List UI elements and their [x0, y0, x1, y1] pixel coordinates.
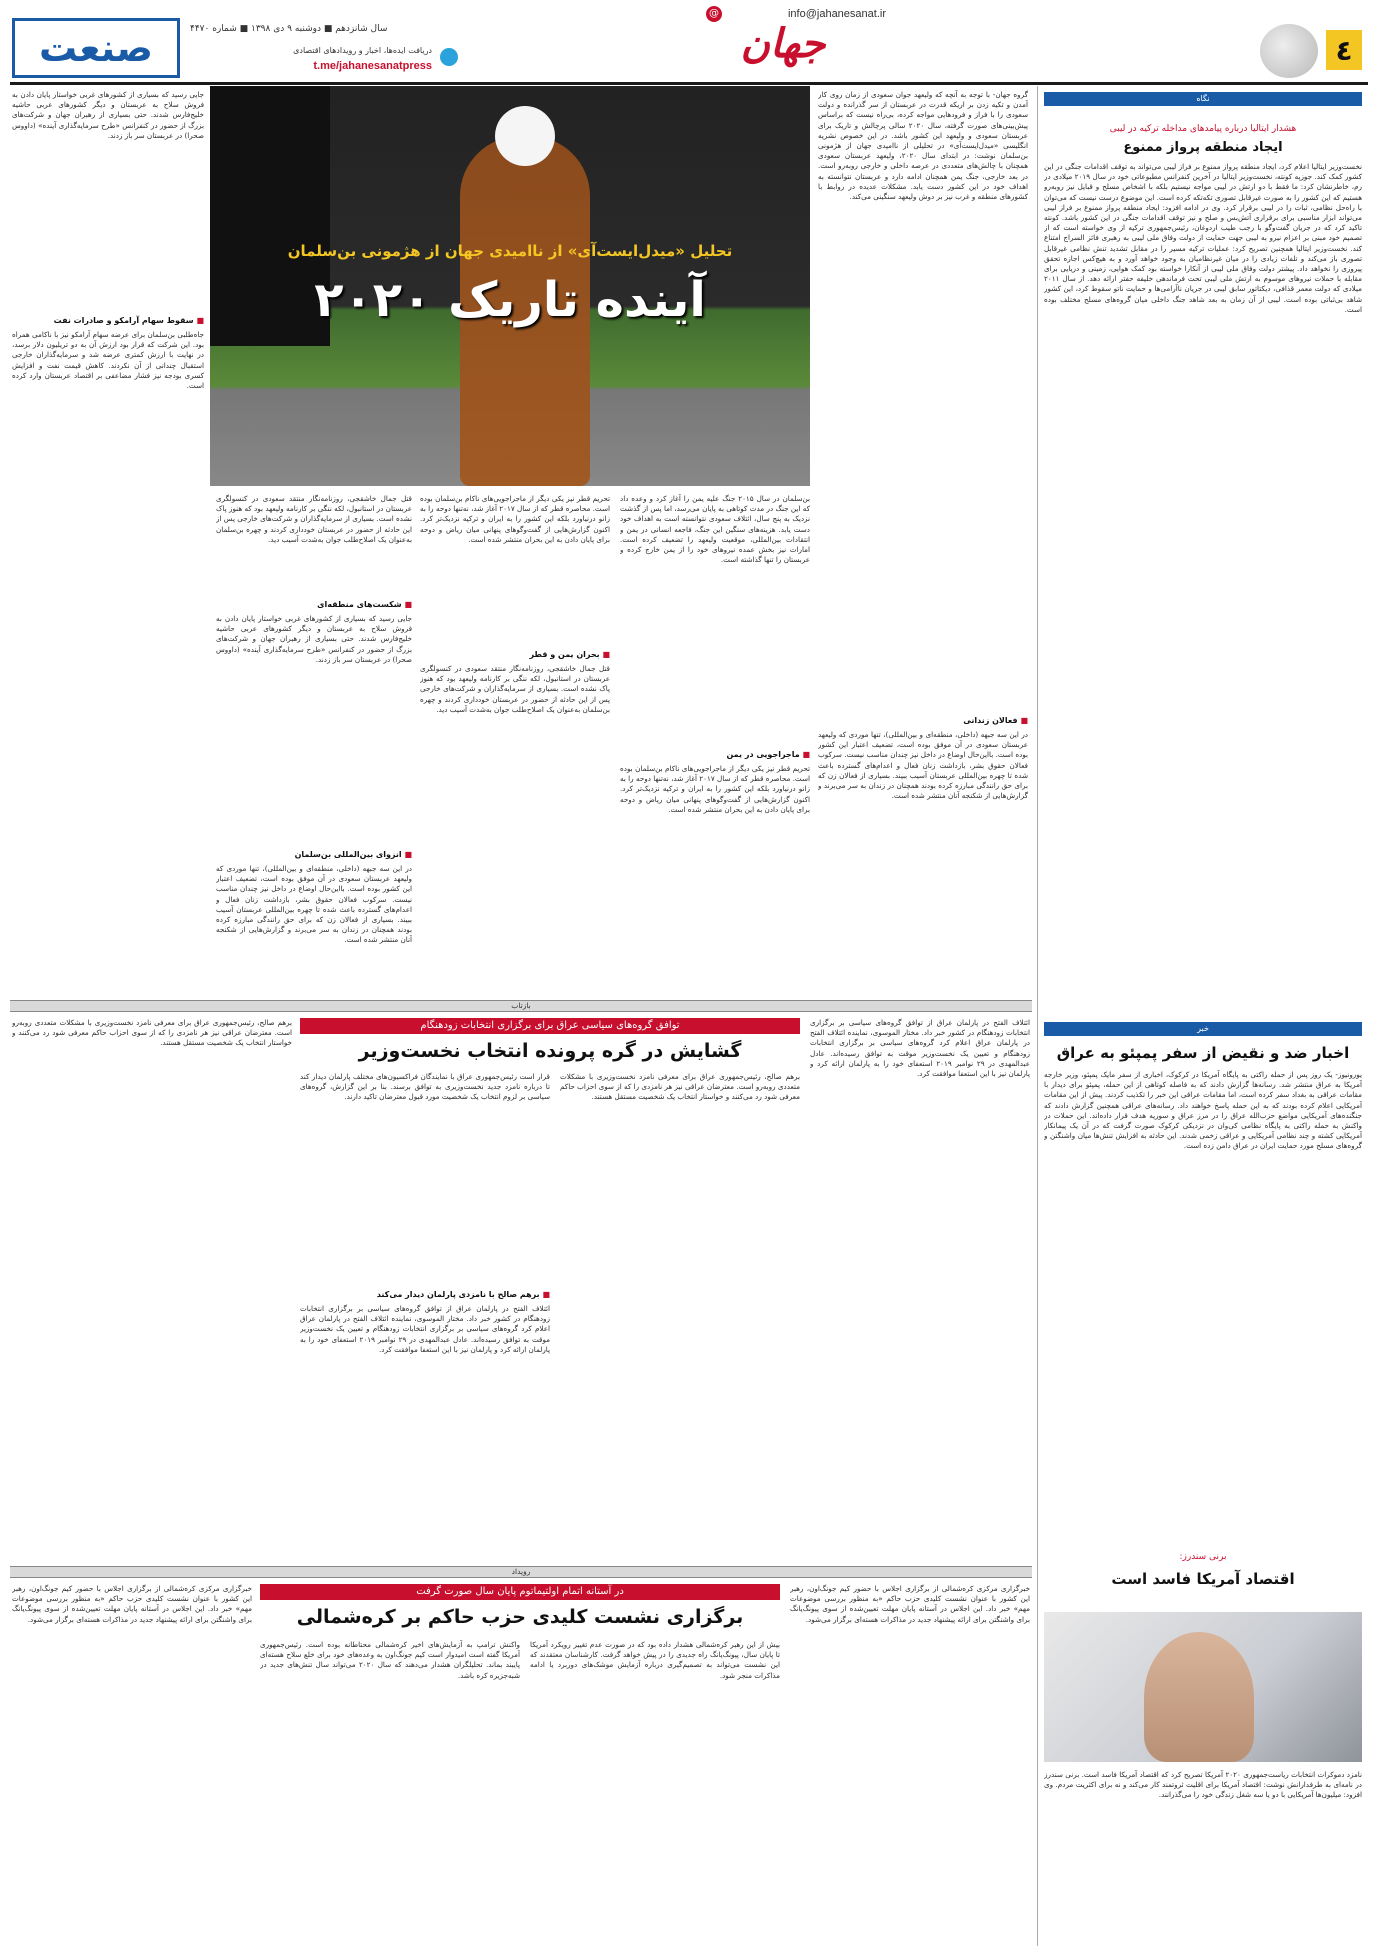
sub-isolation: ■ انزوای بین‌المللی بن‌سلمان — [216, 850, 412, 859]
sanders-photo — [1044, 1612, 1362, 1762]
nk-col-1: خبرگزاری مرکزی کره‌شمالی از برگزاری اجلاس با حضور کیم جونگ‌اون، رهبر این کشور با عنوان نشست کلیدی حزب حاکم «به منظور بررسی موضوعات مهم» خبر داد. این اجلاس در آستانه پایان مهلت تعیین‌شده از سوی پیونگ‌یانگ برای واشنگتن برای ارائه پیشنهاد جدید در مذاکرات هسته‌ای برگزار می‌شود. — [790, 1584, 1030, 1624]
lead-col-5: قتل جمال خاشقجی، روزنامه‌نگار منتقد سعودی در کنسولگری عربستان در استانبول، لکه ننگی بر کارنامه ولیعهد بود که هنوز پاک نشده است. بسیاری از سرمایه‌گذاران و شرکت‌های خارجی پس از این حادثه از حضور در عربستان خودداری کردند و چهره بن‌سلمان به‌عنوان یک اصلاح‌طلب جوان به‌شدت آسیب دید. — [216, 494, 412, 544]
body-italy: نخست‌وزیر ایتالیا اعلام کرد، ایجاد منطقه پرواز ممنوع بر فراز لیبی می‌تواند به توقف اقدامات جنگی در این کشور کمک کند. جوزپه کونته، نخست‌وزیر ایتالیا در آخرین کنفرانس مطبوعاتی خود در سال ۲۰۱۹ میلادی در رم، خاطرنشان کرد: ما فقط با دو ارتش در لیبی مواجه نیستیم بلکه با اشخاص مسلح و قبایل نیز روبه‌رو هستیم که این کشور را به صورت غیرقابل تصوری تکه‌تکه کرده است. این موضوع درست نیست که می‌توان با راه‌حل نظامی، ثبات را در لیبی برقرار کرد. وی در ادامه افزود: ایجاد منطقه پرواز ممنوع بر فراز لیبی می‌تواند ابزار مناسبی برای برقراری آتش‌بس و صلح و نیز توقف اقدامات جنگی در این کشور باشد. کونته تاکید کرد که در جریان گفت‌وگو با رجب طیب اردوغان، رئیس‌جمهوری ترکیه از وی خواسته است که از تصمیم خود مبنی بر اعزام نیرو به لیبی جهت حمایت از دولت وفاق ملی لیبی به رهبری فائز السراج امتناع کند. نخست‌وزیر ایتالیا همچنین تصریح کرد: عملیات ترکیه مسیر را در مقابل تشدید تنش نظامی غیرقابل تصوری باز می‌کند و تلفات زیادی را در میان غیرنظامیان به وجود خواهد آورد و به هیچ‌کس اجازه تحقق پیروزی را نخواهد داد. پیشتر دولت وفاق ملی لیبی از آنکارا خواسته بود کمک هوایی، زمینی و دریایی برای مقابله با حملات نیروهای موسوم به ارتش ملی لیبی تحت فرماندهی خلیفه حفتر ارائه دهد. از سال ۲۰۱۱ میلادی که دولت معمر قذافی، دیکتاتور سابق لیبی در جریان ناآرامی‌ها و حمایت ناتو سقوط کرد، این کشور شاهد بی‌ثباتی بوده است. لیبی از آن زمان به بعد شاهد جنگ داخلی میان گروه‌های مسلح مختلف بوده است. — [1044, 162, 1362, 314]
sub-iraq: ■ برهم صالح با نامزدی پارلمان دیدار می‌کند — [300, 1290, 550, 1299]
kicker-nk: در آستانه اتمام اولتیماتوم پایان سال صورت گرفت — [260, 1584, 780, 1600]
nk-col-3: واکنش ترامپ به آزمایش‌های اخیر کره‌شمالی محتاطانه بوده است. رئیس‌جمهوری آمریکا گفته است امیدوار است کیم جونگ‌اون به وعده‌های خود برای خلع سلاح هسته‌ای پایبند بماند. تحلیلگران هشدار می‌دهند که سال ۲۰۲۰ می‌تواند سال تنش‌های جدید در شبه‌جزیره کره باشد. — [260, 1640, 520, 1680]
label-khabar: خبر — [1044, 1022, 1362, 1036]
email-icon: @ — [706, 6, 722, 22]
iraq-col-3b: ائتلاف الفتح در پارلمان عراق از توافق گروه‌های سیاسی بر برگزاری انتخابات زودهنگام در کشور خبر داد. مختار الموسوی، نماینده ائتلاف الفتح در پارلمان عراق اعلام کرد گروه‌های سیاسی بر برگزاری انتخابات زودهنگام و تعیین یک نخست‌وزیر موقت به توافق رسیده‌اند. عادل عبدالمهدی در ۲۹ نوامبر ۲۰۱۹ استعفای خود را به پارلمان ارائه کرد و پارلمان نیز با این استعفا موافقت کرد. — [300, 1304, 550, 1354]
kicker-italy: هشدار ایتالیا درباره پیامدهای مداخله ترکیه در لیبی — [1109, 124, 1297, 134]
column-divider — [1037, 86, 1038, 1946]
sub-regional: ■ شکست‌های منطقه‌ای — [216, 600, 412, 609]
email-address[interactable]: info@jahanesanat.ir — [787, 8, 886, 20]
globe-icon — [1260, 24, 1318, 78]
body-pompeo: یورونیوز- یک روز پس از حمله راکتی به پایگاه آمریکا در کرکوک، اخباری از سفر مایک پمپئو، وزیر خارجه آمریکا به عراق منتشر شد. رسانه‌ها گزارش دادند که به فاصله کوتاهی از این حمله، پمپئو برای دیدار با مقامات عراقی به بغداد سفر کرده است، اما مقامات عراقی این خبر را تکذیب کردند. پیش از این مقامات آمریکایی اعلام کرده بودند که به این حمله پاسخ خواهند داد. رسانه‌های عراقی همچنین گزارش دادند که جنگنده‌های آمریکایی مواضع حزب‌الله عراق را در مرز عراق و سوریه هدف قرار داده‌اند. این حملات در واکنش به حمله راکتی به پایگاه نظامی کی‌وان در نزدیکی کرکوک صورت گرفت که در آن یک پیمانکار آمریکایی کشته و چند نظامی آمریکایی و عراقی زخمی شدند. این حادثه به افزایش تنش‌ها میان واشنگتن و گروه‌های مسلح مورد حمایت ایران در عراق دامن زده است. — [1044, 1070, 1362, 1151]
header-rule — [10, 82, 1368, 85]
headline-nk: برگزاری نشست کلیدی حزب حاکم بر کره‌شمالی — [296, 1606, 744, 1628]
iraq-col-1: ائتلاف الفتح در پارلمان عراق از توافق گروه‌های سیاسی بر برگزاری انتخابات زودهنگام در کشور خبر داد. مختار الموسوی، نماینده ائتلاف الفتح در پارلمان عراق اعلام کرد گروه‌های سیاسی بر برگزاری انتخابات زودهنگام و تعیین یک نخست‌وزیر موقت به توافق رسیده‌اند. عادل عبدالمهدی در ۲۹ نوامبر ۲۰۱۹ استعفای خود را به پارلمان ارائه کرد و پارلمان نیز با این استعفا موافقت کرد. — [810, 1018, 1030, 1079]
photo-kicker: تحلیل «میدل‌ایست‌آی» از ناامیدی جهان از هژمونی بن‌سلمان — [287, 242, 733, 260]
lead-col-6b: جاه‌طلبی بن‌سلمان برای عرضه سهام آرامکو نیز با ناکامی همراه بود. این شرکت که قرار بود ارزش آن به دو تریلیون دلار برسد، در نهایت با ارزش کمتری عرضه شد و سرمایه‌گذاران خارجی استقبال چندانی از آن نکردند. کاهش قیمت نفت و افزایش کسری بودجه نیز فشار مضاعفی بر اقتصاد عربستان وارد کرده است. — [12, 330, 204, 391]
lead-photo — [210, 86, 810, 486]
iraq-col-3: قرار است رئیس‌جمهوری عراق با نمایندگان فراکسیون‌های مختلف پارلمان دیدار کند تا درباره نامزد جدید نخست‌وزیری به توافق برسند. بنا بر این گزارش، گروه‌های سیاسی بر لزوم انتخاب یک شخصیت مورد قبول معترضان تاکید دارند. — [300, 1072, 550, 1102]
lead-col-4b: قتل جمال خاشقجی، روزنامه‌نگار منتقد سعودی در کنسولگری عربستان در استانبول، لکه ننگی بر کارنامه ولیعهد بود که هنوز پاک نشده است. بسیاری از سرمایه‌گذاران و شرکت‌های خارجی پس از این حادثه از حضور در عربستان خودداری کردند و چهره بن‌سلمان به‌عنوان یک اصلاح‌طلب جوان به‌شدت آسیب دید. — [420, 664, 610, 714]
headline-italy: ایجاد منطقه پرواز ممنوع — [1123, 140, 1283, 155]
section-title: جهان — [740, 20, 826, 67]
nk-col-2: بیش از این رهبر کره‌شمالی هشدار داده بود که در صورت عدم تغییر رویکرد آمریکا تا پایان سال، پیونگ‌یانگ راه جدیدی را در پیش خواهد گرفت. کارشناسان معتقدند که این نشست می‌تواند به تصمیم‌گیری درباره آزمایش موشک‌های دوربرد یا ادامه مذاکرات منجر شود. — [530, 1640, 780, 1680]
body-sanders: نامزد دموکرات انتخابات ریاست‌جمهوری ۲۰۲۰ آمریکا تصریح کرد که اقتصاد آمریکا فاسد است. برنی سندرز در نامه‌ای به طرفدارانش نوشت: اقتصاد آمریکا برای اقلیت ثروتمند کار می‌کند و نه برای اکثریت مردم. وی افزود: میلیون‌ها آمریکایی با دو یا سه شغل زندگی خود را می‌گذرانند. — [1044, 1770, 1362, 1800]
telegram-link[interactable]: t.me/jahanesanatpress — [313, 60, 432, 72]
headline-sanders: اقتصاد آمریکا فاسد است — [1111, 1570, 1295, 1588]
sub-aramco: ■ سقوط سهام آرامکو و صادرات نفت — [12, 316, 204, 325]
section-bar-rooydad: رویداد — [10, 1566, 1032, 1578]
lead-col-5c: در این سه جبهه (داخلی، منطقه‌ای و بین‌المللی)، تنها موردی که ولیعهد عربستان سعودی در آن موفق بوده است، تضعیف اعتبار این کشور بوده است. بااین‌حال اوضاع در داخل نیز چندان مناسب نیست. سرکوب فعالان حقوق بشر، بازداشت زنان فعال و اعدام‌های گسترده باعث شده تا چهره بین‌المللی عربستان آسیب ببیند. بسیاری از فعالان زن که برای حق رانندگی مبارزه کرده بودند همچنان در زندان به سر می‌برند و گزارش‌هایی از شکنجه آنان منتشر شده است. — [216, 864, 412, 945]
lead-col-3: بن‌سلمان در سال ۲۰۱۵ جنگ علیه یمن را آغاز کرد و وعده داد که این جنگ در مدت کوتاهی به پایان می‌رسد، اما پس از گذشت نزدیک به پنج سال، ائتلاف سعودی نتوانسته است به اهداف خود دست یابد. هزینه‌های سنگین این جنگ، فاجعه انسانی در یمن و انتقادات بین‌المللی، موقعیت ولیعهد را تضعیف کرده است. امارات نیز بخش عمده نیروهای خود را از یمن خارج کرده و عربستان را تنها گذاشته است. — [620, 494, 810, 565]
page-number: ٤ — [1326, 30, 1362, 70]
lead-col-6: جایی رسید که بسیاری از کشورهای غربی خواستار پایان دادن به فروش سلاح به عربستان و دیگر کشورهای عربی حاشیه خلیج‌فارس شدند. حتی بسیاری از رهبران جهان و شرکت‌های بزرگ از حضور در کنفرانس «طرح سرمایه‌گذاری آینده» (داووس صحرا) در عربستان سر باز زدند. — [12, 90, 204, 140]
logo — [12, 18, 180, 78]
nk-col-4: خبرگزاری مرکزی کره‌شمالی از برگزاری اجلاس با حضور کیم جونگ‌اون، رهبر این کشور با عنوان نشست کلیدی حزب حاکم «به منظور بررسی موضوعات مهم» خبر داد. این اجلاس در آستانه پایان مهلت تعیین‌شده از سوی پیونگ‌یانگ برای واشنگتن برای ارائه پیشنهاد جدید در مذاکرات هسته‌ای برگزار می‌شود. — [12, 1584, 252, 1624]
lead-col-3b: تحریم قطر نیز یکی دیگر از ماجراجویی‌های ناکام بن‌سلمان بوده است. محاصره قطر که از سال ۲۰۱۷ آغاز شد، نه‌تنها دوحه را به زانو درنیاورد بلکه این کشور را به ایران و ترکیه نزدیک‌تر کرد. اکنون گزارش‌هایی از گفت‌وگوهای پنهانی میان ریاض و دوحه برای پایان دادن به این بحران منتشر شده است. — [620, 764, 810, 814]
photo-title: آینده تاریک ۲۰۲۰ — [314, 272, 706, 328]
lead-col-5b: جایی رسید که بسیاری از کشورهای غربی خواستار پایان دادن به فروش سلاح به عربستان و دیگر کشورهای عربی حاشیه خلیج‌فارس شدند. حتی بسیاری از رهبران جهان و شرکت‌های بزرگ از حضور در کنفرانس «طرح سرمایه‌گذاری آینده» (داووس صحرا) در عربستان سر باز زدند. — [216, 614, 412, 664]
lead-col-4: تحریم قطر نیز یکی دیگر از ماجراجویی‌های ناکام بن‌سلمان بوده است. محاصره قطر که از سال ۲۰۱۷ آغاز شد، نه‌تنها دوحه را به زانو درنیاورد بلکه این کشور را به ایران و ترکیه نزدیک‌تر کرد. اکنون گزارش‌هایی از گفت‌وگوهای پنهانی میان ریاض و دوحه برای پایان دادن به این بحران منتشر شده است. — [420, 494, 610, 544]
kicker-iraq: توافق گروه‌های سیاسی عراق برای برگزاری انتخابات زودهنگام — [300, 1018, 800, 1034]
lead-col-2: در این سه جبهه (داخلی، منطقه‌ای و بین‌المللی)، تنها موردی که ولیعهد عربستان سعودی در آن موفق بوده است، تضعیف اعتبار این کشور بوده است. بااین‌حال اوضاع در داخل نیز چندان مناسب نیست. سرکوب فعالان حقوق بشر، بازداشت زنان فعال و اعدام‌های گسترده باعث شده تا چهره بین‌المللی عربستان آسیب ببیند. بسیاری از فعالان زن که برای حق رانندگی مبارزه کرده بودند همچنان در زندان به سر می‌برند و گزارش‌هایی از شکنجه آنان منتشر شده است. — [818, 730, 1028, 801]
iraq-col-2: برهم صالح، رئیس‌جمهوری عراق برای معرفی نامزد نخست‌وزیری با مشکلات متعددی روبه‌رو است. معترضان عراقی نیز هر نامزدی را که از سوی احزاب حاکم معرفی شود رد می‌کنند و خواستار انتخاب یک شخصیت مستقل هستند. — [560, 1072, 800, 1102]
sub-activists: ■ فعالان زندانی — [818, 716, 1028, 725]
iraq-col-4: برهم صالح، رئیس‌جمهوری عراق برای معرفی نامزد نخست‌وزیری با مشکلات متعددی روبه‌رو است. معترضان عراقی نیز هر نامزدی را که از سوی احزاب حاکم معرفی شود رد می‌کنند و خواستار انتخاب یک شخصیت مستقل هستند. — [12, 1018, 292, 1048]
section-bar-baztab: بازتاب — [10, 1000, 1032, 1012]
lead-col-1: گروه جهان- با توجه به آنچه که ولیعهد جوان سعودی از زمان روی کار آمدن و تکیه زدن بر اریکه قدرت در عربستان از سر گذرانده و دولت سعودی را با فراز و فرودهایی مواجه کرده، بی‌راه نیست که براساس پیش‌بینی‌های صورت گرفته، سال ۲۰۲۰ سالی پرچالش و تاریک برای عربستان سعودی و ولیعهد این کشور باشد. در این خصوص نشریه انگلیسی «میدل‌ایست‌آی» در تحلیلی از ناامیدی جهان از هژمونی بن‌سلمان نوشت: در ابتدای سال ۲۰۲۰، ولیعهد عربستان سعودی همچنان با چالش‌های متعددی در عرصه داخلی و خارجی روبه‌رو است. در بعد خارجی، جنگ یمن همچنان ادامه دارد و عربستان نتوانسته به اهداف خود در این کشور دست یابد. مشکلات عدیده در روابط با کشورهای منطقه و غرب نیز بر دوش ولیعهد سنگینی می‌کند. — [818, 90, 1028, 202]
sub-yemen: ■ ماجراجویی در یمن — [620, 750, 810, 759]
telegram-icon — [440, 48, 458, 66]
headline-iraq: گشایش در گره پرونده انتخاب نخست‌وزیر — [358, 1040, 742, 1062]
label-negah: نگاه — [1044, 92, 1362, 106]
telegram-text: دریافت ایده‌ها، اخبار و رویدادهای اقتصادی — [293, 46, 432, 55]
sub-yemen-qatar: ■ بحران یمن و قطر — [420, 650, 610, 659]
kicker-sanders: برنی سندرز: — [1179, 1552, 1227, 1562]
issue-line: سال شانزدهم ■ دوشنبه ۹ دی ۱۳۹۸ ■ شماره ۴۴۷۰ — [190, 24, 388, 34]
headline-pompeo: اخبار ضد و نقیض از سفر پمپئو به عراق — [1056, 1044, 1350, 1062]
logo-text: صنعت — [39, 26, 153, 70]
